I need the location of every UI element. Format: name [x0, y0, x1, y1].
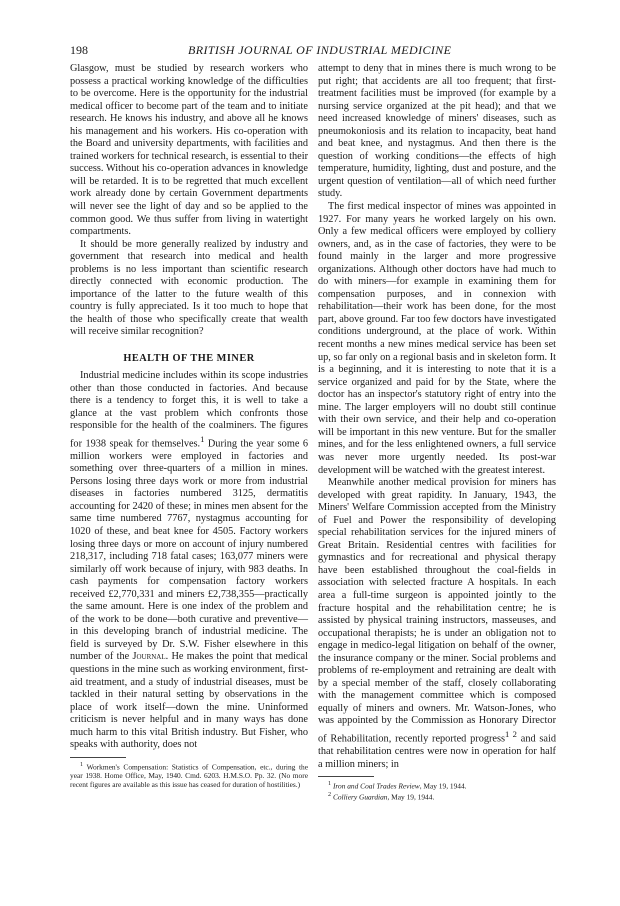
paragraph-industrial-medicine — [70, 370, 308, 752]
paragraph-mine-conditions: attempt to deny that in mines there is much wrong to be put right; that accidents are all too frequent; that first-treatment facilities must be improved (for example by a nursing service organized at the pit head); and that we need increased knowledge of miners' diseases, such as pneumokoniosis and its relation to incapacity, beat hand and beat knee, and nystagmus. And then there is the question of working conditions—the effects of high temperature, humidity, lighting, dust and posture, and the urgent question of ventilation—all of which need further study. — [318, 63, 556, 200]
footnote-source: Colliery Guardian — [332, 792, 388, 802]
paragraph-text: Industrial medicine includes within its scope industries other than those conducted in factories. And because there is a tendency to forget this, it is well to take a glance at the vast problem which confronts those responsible for the health of the coalminers. The figures for 1938 speak for themselves. — [70, 370, 308, 450]
footnote — [70, 761, 308, 789]
section-heading: HEALTH OF THE MINER — [123, 353, 255, 365]
footnote-source: Iron and Coal Trades Review — [332, 781, 420, 791]
paragraph-text: Meanwhile another medical provision for miners has developed with great rapidity. In January, 1943, the Miners' Welfare Commission accepted from the Ministry of Fuel and Power the responsibility of developing special rehabilitation services for the injured miners of Great Britain. Residential centres with facilities for gymnastics and for recreational and physical therapy have been established throughout the coal-fields in association with selected fracture A hospitals. In each area a full-time surgeon is appointed jointly to the fracture hospital and the rehabilitation centre; he is assisted by physical training instructors, masseuses, and occupational therapists; he is under an obligation not to engage in medico-legal litigation on behalf of the owner, the insurance company or the miner. Social problems and problems of re-employment and retraining are dealt with by a special member of the staff, closely collaborating with the management committee which is composed equally of miners and owners. Mr. Watson-Jones, who was appointed by the Commission as Honorary Director of Rehabilitation, recently reported progress — [318, 477, 556, 745]
paragraph-rehabilitation — [318, 477, 556, 771]
footnote-number: 1 — [80, 761, 84, 768]
footnote-divider — [318, 776, 374, 777]
footnote-number: 2 — [328, 792, 332, 799]
paragraph-research-workers: Glasgow, must be studied by research workers who possess a practical working knowledge of the difficulties to be overcome. Here is the opportunity for the industrial medical officer to become part of the team and to initiate research. He knows his industry, and above all he knows his management and his workers. His co-operation with the Board and university departments, with facilities and trained workers for technical research, is essential to their success. Without his co-operation advances in knowledge will be retarded. It is to be regretted that much excellent work already done by certain Government departments will never see the light of day and so be applied to the common good. We thus suffer from living in watertight compartments. — [70, 63, 308, 238]
footnote-reference: 1 — [200, 433, 205, 444]
footnote-text: Workmen's Compensation: Statistics of Compensation, etc., during the year 1938. Home Office, May, 1940. Cmd. 6203. H.M.S.O. Pp. 32. (No more recent figures are available as this issue has ceased for duration of hostilities.) — [70, 762, 308, 789]
footnote-reference: 1 2 — [505, 728, 517, 739]
footnote-date: , May 19, 1944. — [419, 781, 467, 791]
journal-name: Journal — [132, 651, 166, 663]
paragraph-health-research: It should be more generally realized by industry and government that research into medical and health problems is no less important than scientific research directly connected with economic production. The importance of the latter to the future wealth of this country is fully appreciated. Is it too much to hope that the health of those who specifically create that wealth will receive similar recognition? — [70, 238, 308, 338]
right-column — [318, 63, 556, 802]
left-column — [70, 63, 308, 789]
running-header — [70, 43, 565, 59]
paragraph-text: and said that rehabilitation centres were now in operation for half a million miners; in — [318, 733, 557, 770]
journal-title: BRITISH JOURNAL OF INDUSTRIAL MEDICINE — [188, 43, 452, 57]
footnote — [328, 791, 556, 802]
footnote — [328, 780, 556, 791]
footnote-number: 1 — [328, 781, 332, 788]
page-number: 198 — [70, 43, 88, 57]
footnote-divider — [70, 757, 126, 758]
paragraph-medical-inspector: The first medical inspector of mines was appointed in 1927. For many years he worked largely on his own. Only a few medical officers were employed by colliery owners, and, as in the case of factories, they were to be found mainly in the larger and more progressive organizations. Although other doctors have had much to do with miners—for example in examining them for compensation purposes, and in connexion with rehabilitation—their work has been done, for the most part, above ground. Far too few doctors have investigated conditions underground, at the place of work. Within recent months a new mines medical service has been set up, so far only on a regional basis and in skeleton form. It is a beginning, and it is interesting to note that it is a service organized and paid for by the State, where the doctor has an inspector's statutory right of entry into the mine. The larger employers will no doubt still continue with their own service, and their help and co-operation will be important in this new venture. But for the smaller mines, and for the less enlightened owners, a full service was never more urgently needed. Its post-war development will be watched with the greatest interest. — [318, 201, 556, 476]
paragraph-text: . He makes the point that medical questions in the mine such as working environment, first-aid treatment, and a study of industrial diseases, must be tackled in their natural setting by observations in the place of work itself—down the mine. Uninformed criticism is never helpful and in many ways has done much harm to this vital British industry. But Fisher, who speaks with authority, does not — [70, 651, 308, 751]
footnote-date: , May 19, 1944. — [387, 792, 435, 802]
paragraph-text: During the year some 6 million workers were employed in factories and something over three-quarters of a million in mines. Persons losing three days work or more from industrial diseases in factories numbered 3125, dermatitis accounting for 2420 of these; in mines men absent for the same time numbered 7767, nystagmus accounting for 1020 of these, and beat knee for 4505. Factory workers losing three days or more on account of injury numbered 218,317, including 718 fatal cases; 163,077 miners were similarly off work because of injury, with 983 deaths. In cash payments for compensation factory workers received £2,770,331 and miners £2,738,355—practically the same amount. Here is one index of the problem and of the work to be done—both curative and preventive—in this developing branch of industrial medicine. The field is surveyed by Dr. S.W. Fisher elsewhere in this number of the — [70, 438, 308, 663]
